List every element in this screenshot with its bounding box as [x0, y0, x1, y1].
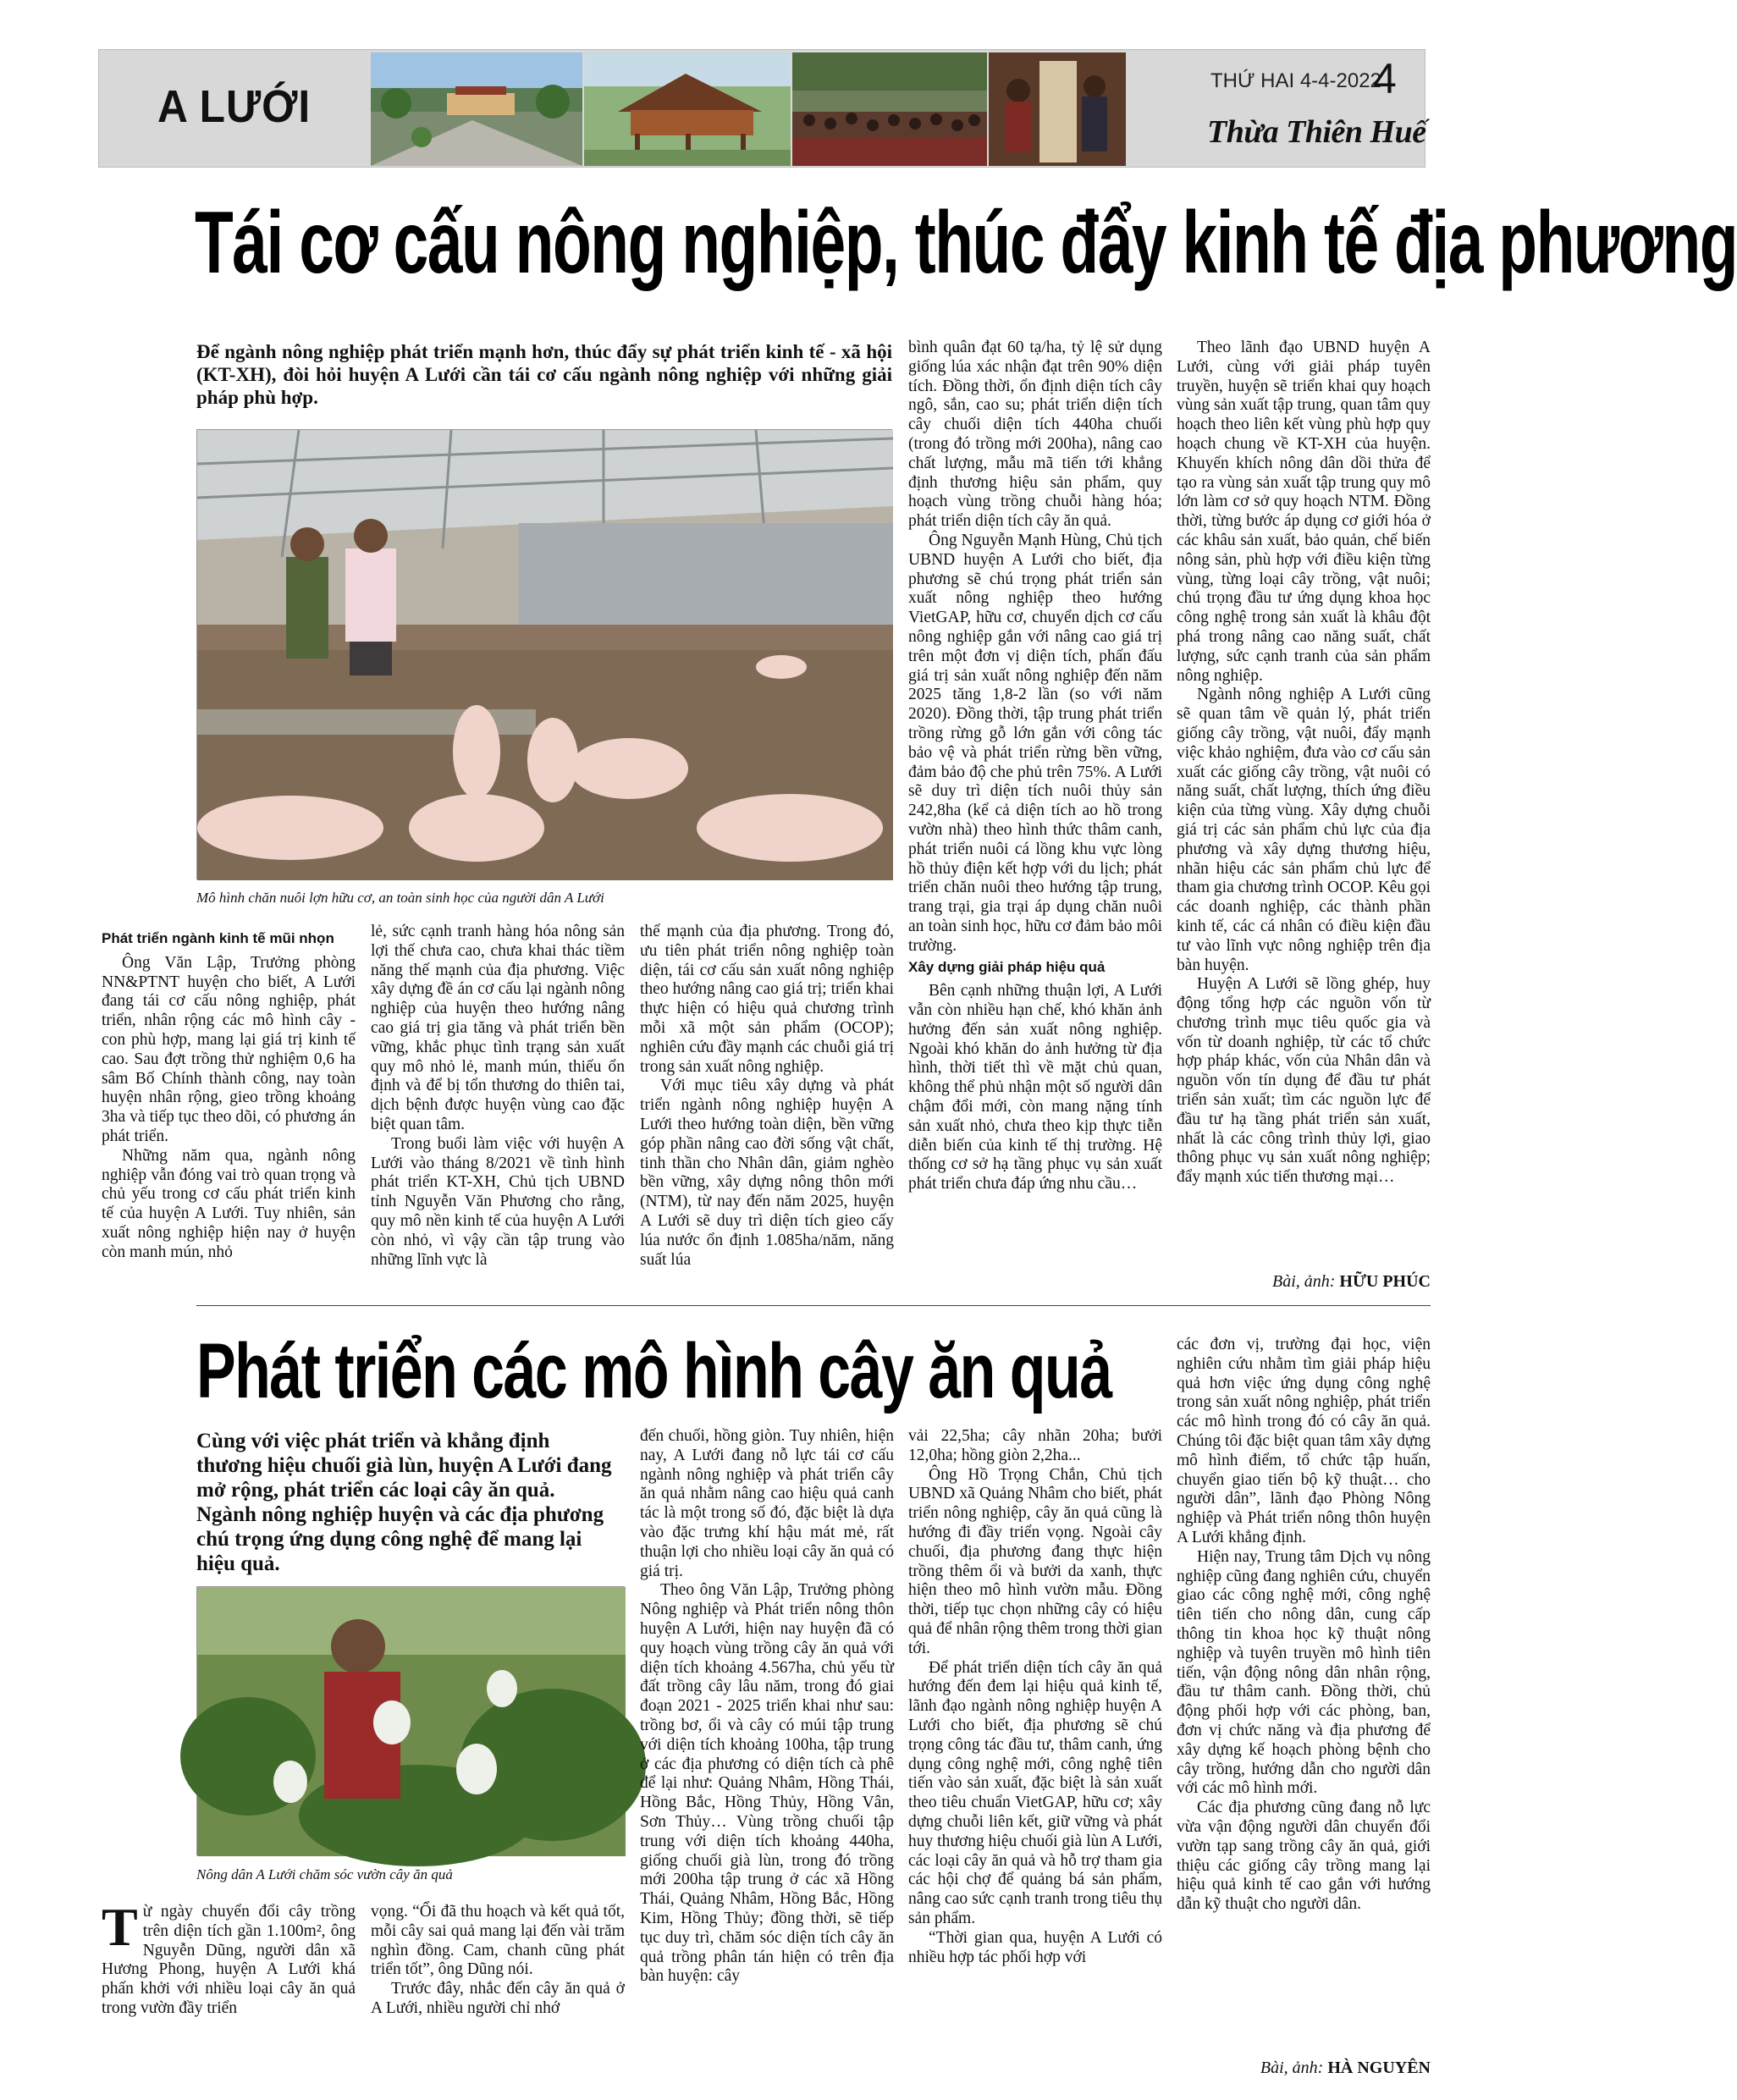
article2-lead: Cùng với việc phát triển và khẳng định thương hiệu chuối già lùn, huyện A Lưới đang mở rộng, phát triển các loại cây ăn quả. Ngành nông nghiệp huyện và các địa phương chú trọng ứng dụng công nghệ để mang lại hiệu quả.	[196, 1430, 612, 1575]
byline-author: HÀ NGUYÊN	[1327, 2059, 1431, 2077]
paragraph: bình quân đạt 60 tạ/ha, tỷ lệ sử dụng giống lúa xác nhận đạt trên 90% diện tích. Đồng thời, ổn định diện tích cây ngô, sắn, cao su; phát triển diện tích cây chuối diện tích 440ha chuối (trong đó trồng mới 200ha), nâng cao chất lượng, mẫu mã tiến tới khẳng định thương hiệu sản phẩm, quy hoạch vùng trồng chuỗi hàng hóa; phát triển diện tích cây ăn quả.	[908, 339, 1162, 531]
header-photo-weaving	[989, 52, 1126, 166]
article1-column-4	[908, 339, 1162, 1194]
article2-column-3	[640, 1427, 894, 1987]
article1-byline	[1177, 1272, 1431, 1292]
article1-photo-caption: Mô hình chăn nuôi lợn hữu cơ, an toàn sinh học của người dân A Lưới	[196, 890, 604, 906]
paragraph	[102, 1897, 356, 2019]
dropcap: T	[102, 1897, 138, 1957]
paragraph: Trong buổi làm việc với huyện A Lưới vào tháng 8/2021 về tình hình phát triển KT-XH, Chủ tịch UBND tỉnh Nguyễn Văn Phương cho rằng, quy mô nền kinh tế của huyện A Lưới còn nhỏ, vì vậy cần tập trung vào những lĩnh vực là	[371, 1134, 625, 1269]
article1-subhead-2: Xây dựng giải pháp hiệu quả	[908, 958, 1106, 975]
article1-column-1	[102, 928, 356, 1263]
paragraph: “Thời gian qua, huyện A Lưới có nhiều hợp tác phối hợp với	[908, 1928, 1162, 1966]
page-number: 4	[1373, 55, 1397, 102]
paragraph: Theo ông Văn Lập, Trưởng phòng Nông nghiệp và Phát triển nông thôn huyện A Lưới, hiện nay huyện đã có quy hoạch vùng trồng cây ăn quả với diện tích khoảng 4.567ha, chủ yếu từ đất trồng cây lâu năm, trong đó giai đoạn 2021 - 2025 triển khai như sau: trồng bơ, ổi và cây có múi tập trung với diện tích khoảng 100ha, tập trung ở các địa phương có diện tích cà phê để lại như: Quảng Nhâm, Hồng Thái, Hồng Bắc, Hồng Thủy, Hồng Vân, Sơn Thủy… Vùng trồng chuối tập trung với diện tích khoảng 440ha, giống chuối già lùn, trong đó trồng mới 200ha tập trung ở các xã Hồng Thái, Quảng Nhâm, Hồng Bắc, Hồng Kim, Hồng Thủy; đồng thời, sẽ tiếp tục duy trì, chăm sóc diện tích cây ăn quả trồng phân tán hiện có trên địa bàn huyện: cây	[640, 1581, 894, 1986]
article2-byline	[1177, 2059, 1431, 2078]
paragraph: Những năm qua, ngành nông nghiệp vẫn đóng vai trò quan trọng và chủ yếu trong cơ cấu phát triển kinh tế của huyện A Lưới. Tuy nhiên, sản xuất nông nghiệp hiện nay ở huyện còn manh mún, nhỏ	[102, 1146, 356, 1261]
paragraph: vải 22,5ha; cây nhãn 20ha; bưởi 12,0ha; hồng giòn 2,2ha...	[908, 1427, 1162, 1464]
byline-author: HỮU PHÚC	[1339, 1272, 1431, 1291]
publication-name: Thừa Thiên Huế	[1207, 114, 1426, 150]
paragraph: vọng. “Ổi đã thu hoạch và kết quả tốt, mỗi cây sai quả mang lại đến vài trăm nghìn đồng. Cam, chanh cũng phát triển tốt”, ông Dũng nói.	[371, 1903, 625, 1979]
article2-headline: Phát triển các mô hình cây ăn quả	[196, 1328, 1111, 1414]
paragraph: Các địa phương cũng đang nỗ lực vừa vận động người dân chuyển đổi vườn tạp sang trồng cây ăn quả, giới thiệu các giống cây trồng mang lại hiệu quả kinh tế cao gắn với hướng dẫn kỹ thuật cho người dân.	[1177, 1799, 1431, 1914]
header-photo-stilt-house	[584, 52, 791, 166]
section-name: A LƯỚI	[157, 81, 312, 132]
paragraph: đến chuối, hồng giòn. Tuy nhiên, hiện nay, A Lưới đang nỗ lực tái cơ cấu ngành nông nghiệp và phát triển cây ăn quả nhằm nâng cao hiệu quả canh tác là một trong số đó, đặc biệt là dựa vào đặc trưng khí hậu mát mẻ, rất thuận lợi cho nhiều loại cây ăn quả có giá trị.	[640, 1427, 894, 1580]
paragraph: thế mạnh của địa phương. Trong đó, ưu tiên phát triển nông nghiệp toàn diện, tái cơ cấu sản xuất nông nghiệp theo hướng nâng cao giá trị; triển khai thực hiện có hiệu quả chương trình mỗi xã một sản phẩm (OCOP); nghiên cứu đầy mạnh các chuỗi giá trị trong sản xuất nông nghiệp.	[640, 923, 894, 1076]
header-photo-town	[371, 52, 582, 166]
issue-date: THỨ HAI 4-4-2022	[1210, 69, 1381, 92]
paragraph: lẻ, sức cạnh tranh hàng hóa nông sản lợi thế chưa cao, chưa khai thác tiềm năng thế mạnh của địa phương. Việc xây dựng đề án cơ cấu lại ngành nông nghiệp của huyện theo hướng nâng cao giá trị gia tăng và phát triển bền vững, khắc phục tình trạng sản xuất quy mô nhỏ lẻ, manh mún, thiếu ổn định và để bị tổn thương do thiên tai, dịch bệnh được huyện vùng cao đặc biệt quan tâm.	[371, 923, 625, 1133]
paragraph: các đơn vị, trường đại học, viện nghiên cứu nhằm tìm giải pháp hiệu quả hơn việc ứng dụng công nghệ trong sản xuất nông nghiệp, phát triển các mô hình trong đó có cây ăn quả. Chúng tôi đặc biệt quan tâm xây dựng mô hình điểm, tổ chức tập huấn, chuyển giao tiến bộ kỹ thuật… cho người dân”, lãnh đạo Phòng Nông nghiệp và Phát triển nông thôn huyện A Lưới khẳng định.	[1177, 1336, 1431, 1546]
article1-headline: Tái cơ cấu nông nghiệp, thúc đẩy kinh tế địa phương	[195, 194, 1737, 292]
paragraph: Huyện A Lưới sẽ lồng ghép, huy động tổng hợp các nguồn vốn từ chương trình mục tiêu quốc gia và vốn từ doanh nghiệp, từ các tổ chức hợp pháp khác, vốn của Nhân dân và nguồn vốn tín dụng để đầu tư phát triển sản xuất; tìm các nguồn lực để đầu tư hạ tầng phát triển sản xuất, nhất là các công trình thủy lợi, giao thông phục vụ sản xuất nông nghiệp; đẩy mạnh xúc tiến thương mại…	[1177, 975, 1431, 1187]
article1-subhead-1: Phát triển ngành kinh tế mũi nhọn	[102, 930, 334, 946]
article2-column-4	[908, 1427, 1162, 1967]
article1-column-5	[1177, 339, 1431, 1188]
header-photo-festival	[792, 52, 987, 166]
paragraph: Theo lãnh đạo UBND huyện A Lưới, cùng với giải pháp tuyên truyền, huyện sẽ triển khai quy hoạch vùng sản xuất tập trung, quan tâm quy hoạch theo liên kết vùng phù hợp quy hoạch chung về KT-XH của huyện. Khuyến khích nông dân dồi thửa để tạo ra vùng sản xuất tập trung quy mô lớn làm cơ sở quy hoạch NTM. Đồng thời, từng bước áp dụng cơ giới hóa ở các khâu sản xuất, bảo quản, chế biến nông sản, phù hợp với điều kiện từng vùng, từng loại cây trồng, vật nuôi; chú trọng đầu tư ứng dụng khoa học công nghệ trong sản xuất là khâu đột phá trong nâng cao năng suất, chất lượng, sức cạnh tranh của sản phẩm nông nghiệp.	[1177, 339, 1431, 685]
article1-photo-pigs	[196, 429, 892, 879]
article-divider	[196, 1305, 1431, 1306]
paragraph: Để phát triển diện tích cây ăn quả hướng đến đem lại hiệu quả kinh tế, lãnh đạo ngành nông nghiệp huyện A Lưới cho biết, địa phương sẽ chú trọng công tác đầu tư, thâm canh, ứng dụng công nghệ mới, công nghệ tiên tiến vào sản xuất, đặc biệt là sản xuất theo tiêu chuẩn VietGAP, hữu cơ; xây dựng chuỗi liên kết, giữ vững và phát huy thương hiệu chuối già lùn A Lưới, các loại cây ăn quả và hỗ trợ tham gia các hội chợ để quảng bá sản phẩm, nâng cao sức cạnh tranh trong tiêu thụ sản phẩm.	[908, 1658, 1162, 1927]
article2-photo-caption: Nông dân A Lưới chăm sóc vườn cây ăn quả	[196, 1866, 453, 1882]
paragraph: Ông Văn Lập, Trưởng phòng NN&PTNT huyện cho biết, A Lưới đang tái cơ cấu nông nghiệp, phát triển, nhân rộng các mô hình cây - con phù hợp, mang lại giá trị kinh tế cao. Sau đợt trồng thử nghiệm 0,6 ha sâm Bố Chính thành công, nay toàn huyện nhân rộng, gieo trồng khoảng 3ha và tiếp tục theo dõi, có phương án phát triển.	[102, 953, 356, 1145]
byline-label: Bài, ảnh:	[1271, 1272, 1336, 1291]
article2-column-1	[102, 1897, 356, 2019]
article2-column-2	[371, 1903, 625, 2019]
paragraph: Hiện nay, Trung tâm Dịch vụ nông nghiệp cũng đang nghiên cứu, chuyển giao các công nghệ mới, công nghệ tiên tiến cho nông dân, cung cấp thông tin khoa học kỹ thuật nông nghiệp và tuyên truyền mô hình tiên tiến, vận động nông dân nhân rộng, đầu tư thâm canh. Đồng thời, chủ động phối hợp với các phòng, ban, đơn vị chức năng và địa phương để xây dựng kế hoạch phòng bệnh cho cây trồng, hướng dẫn cho người dân với các mô hình mới.	[1177, 1547, 1431, 1798]
paragraph: Với mục tiêu xây dựng và phát triển ngành nông nghiệp huyện A Lưới theo hướng toàn diện, bền vững góp phần nâng cao đời sống vật chất, tinh thần cho Nhân dân, giảm nghèo bền vững, xây dựng nông thôn mới (NTM), từ nay đến năm 2025, huyện A Lưới sẽ duy trì diện tích gieo cấy lúa nước ổn định 1.085ha/năm, năng suất lúa	[640, 1077, 894, 1269]
paragraph: Ông Nguyễn Mạnh Hùng, Chủ tịch UBND huyện A Lưới cho biết, địa phương sẽ chú trọng phát triển sản xuất nông nghiệp theo hướng VietGAP, hữu cơ, chuyển dịch cơ cấu nông nghiệp gắn với nâng cao giá trị trên một đơn vị diện tích, phấn đấu giá trị sản xuất nông nghiệp đến năm 2025 tăng 1,8-2 lần (so với năm 2020). Đồng thời, tập trung phát triển trồng rừng gỗ lớn gắn với công tác bảo vệ và phát triển rừng bền vững, đảm bảo độ che phủ trên 75%. A Lưới sẽ duy trì diện tích nuôi thủy sản 242,8ha (kể cả diện tích ao hồ trong vườn nhà) theo hình thức thâm canh, phát triển nuôi cá lồng khu vực lòng hồ thủy điện kết hợp với du lịch; phát triển chăn nuôi theo hướng tập trung, trang trại, gia trại áp dụng chăn nuôi an toàn sinh học, hữu cơ đảm bảo môi trường.	[908, 531, 1162, 955]
article1-column-2	[371, 923, 625, 1270]
paragraph: Bên cạnh những thuận lợi, A Lưới vẫn còn nhiều hạn chế, khó khăn ảnh hưởng đến sản xuất nông nghiệp. Ngoài khó khăn do ảnh hưởng từ địa hình, thời tiết thì về mặt chủ quan, không thể phủ nhận một số người dân chậm đổi mới, còn mang nặng tính sản xuất nhỏ, chưa theo kịp thực tiễn diễn biến của kinh tế thị trường. Hệ thống cơ sở hạ tầng phục vụ sản xuất phát triển chưa đáp ứng nhu cầu…	[908, 982, 1162, 1193]
byline-label: Bài, ảnh:	[1260, 2059, 1324, 2077]
article1-column-3	[640, 923, 894, 1270]
article2-column-5	[1177, 1336, 1431, 1915]
paragraph: Trước đây, nhắc đến cây ăn quả ở A Lưới, nhiều người chỉ nhớ	[371, 1980, 625, 2017]
paragraph: Ông Hồ Trọng Chắn, Chủ tịch UBND xã Quảng Nhâm cho biết, phát triển nông nghiệp, cây ăn quả cũng là hướng đi đầy triển vọng. Ngoài cây chuối, địa phương đang thực hiện trồng thêm ổi và bưởi da xanh, thực hiện theo mô hình vườn mẫu. Đồng thời, tiếp tục chọn những cây có hiệu quả để nhân rộng thêm trong thời gian tới.	[908, 1465, 1162, 1657]
article2-photo-orchard	[196, 1586, 625, 1855]
paragraph: Ngành nông nghiệp A Lưới cũng sẽ quan tâm về quản lý, phát triển giống cây trồng, vật nuôi, đẩy mạnh việc khảo nghiệm, đưa vào cơ cấu sản xuất các giống cây trồng, vật nuôi có năng suất, chất lượng, thích ứng điều kiện của từng vùng. Xây dựng chuỗi giá trị các sản phẩm chủ lực của địa phương và xây dựng thương hiệu, nhãn hiệu các sản phẩm chủ lực để tham gia chương trình OCOP. Kêu gọi các doanh nghiệp, các thành phần kinh tế, các cá nhân có điều kiện đầu tư vào lĩnh vực nông nghiệp trên địa bàn huyện.	[1177, 686, 1431, 974]
paragraph-text: ừ ngày chuyển đổi cây trồng trên diện tích gần 1.100m², ông Nguyễn Dũng, người dân xã Hương Phong, huyện A Lưới khá phấn khởi với nhiều loại cây ăn quả trong vườn đầy triển	[102, 1903, 356, 2017]
article1-lead: Để ngành nông nghiệp phát triển mạnh hơn, thúc đẩy sự phát triển kinh tế - xã hội (KT-XH), đòi hỏi huyện A Lưới cần tái cơ cấu ngành nông nghiệp với những giải pháp phù hợp.	[196, 341, 892, 408]
